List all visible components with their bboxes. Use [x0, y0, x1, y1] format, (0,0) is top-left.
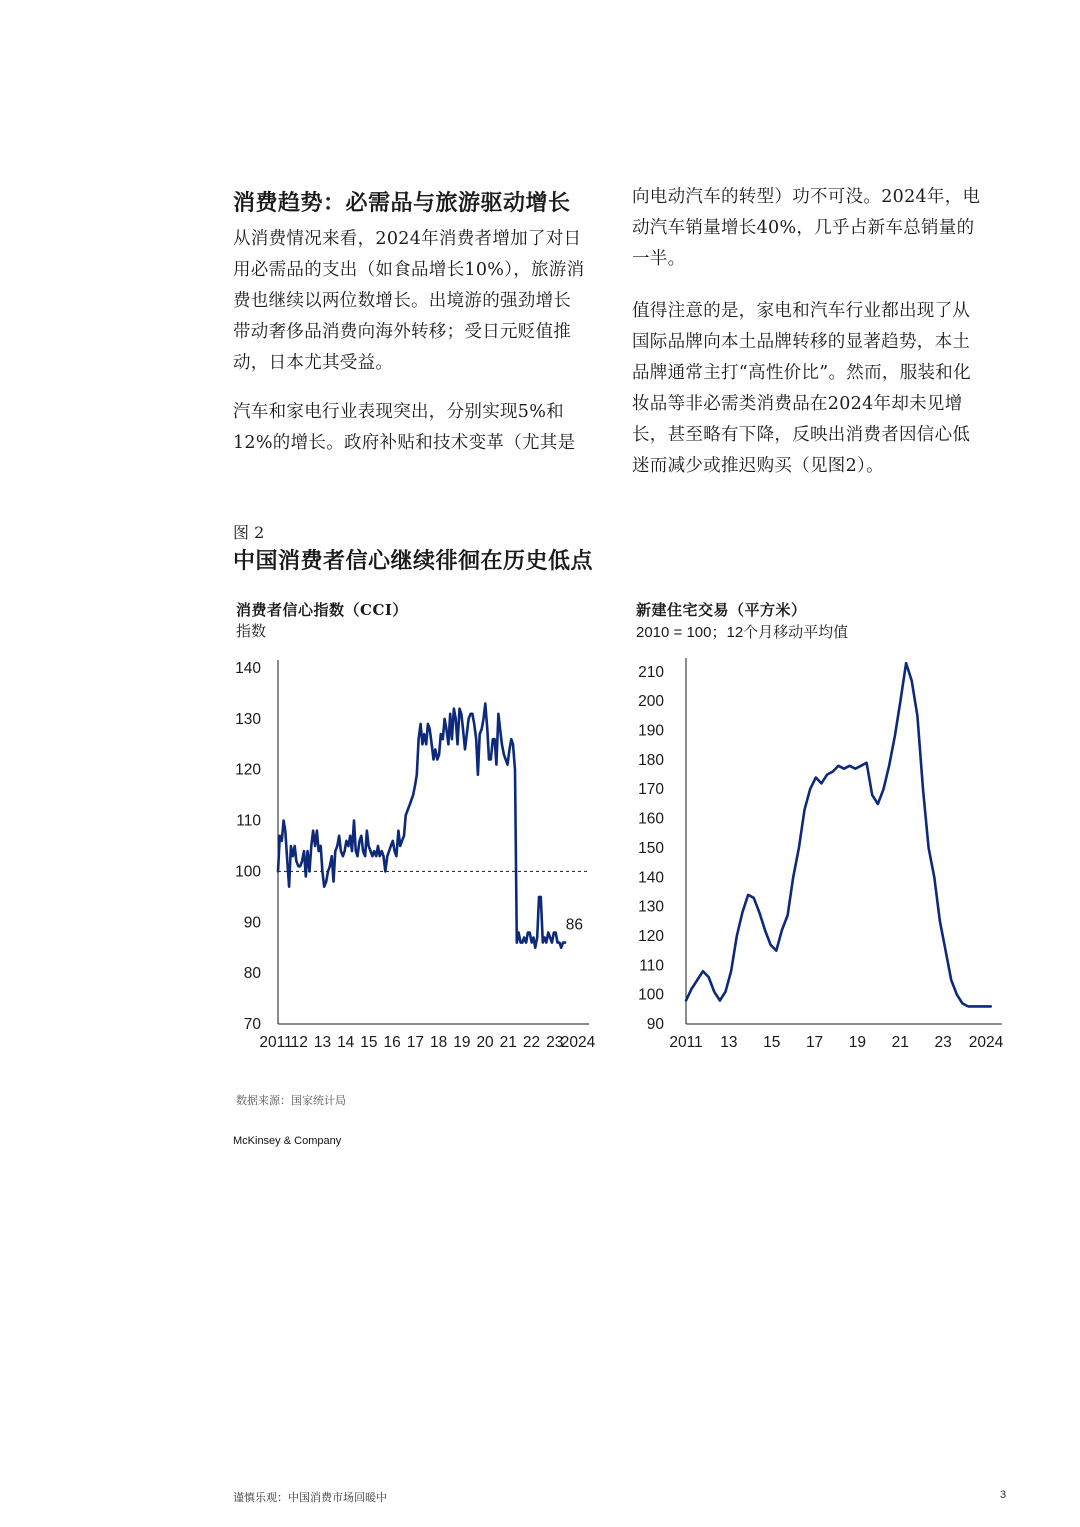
housing-y-tick-label: 130: [638, 898, 664, 916]
page-number: 3: [1000, 1489, 1007, 1501]
text-line: 动，日本尤其受益。: [233, 353, 394, 373]
housing-y-tick-label: 100: [638, 986, 664, 1004]
text-line: 汽车和家电行业表现突出，分别实现5%和: [233, 402, 564, 422]
housing-y-tick-label: 210: [638, 663, 664, 681]
footer-title: 谨慎乐观：中国消费市场回暖中: [233, 1491, 387, 1504]
housing-y-tick-label: 150: [638, 839, 664, 857]
chart-left-subtitle: 指数: [236, 622, 267, 640]
cci-y-tick-label: 130: [235, 710, 261, 728]
cci-x-tick-label: 19: [453, 1034, 471, 1051]
cci-x-tick-label: 13: [313, 1034, 332, 1051]
cci-x-tick-label: 22: [522, 1034, 541, 1051]
figure-title: 中国消费者信心继续徘徊在历史低点: [233, 548, 594, 574]
cci-x-tick-label: 18: [429, 1034, 448, 1051]
text-line: 长，甚至略有下降，反映出消费者因信心低: [632, 425, 971, 445]
housing-x-tick-label: 15: [763, 1034, 781, 1051]
housing-x-tick-label: 13: [720, 1034, 738, 1051]
cci-x-tick-label: 2011: [259, 1034, 293, 1051]
text-line: 品牌通常主打“高性价比”。然而，服装和化: [632, 363, 971, 383]
cci-x-tick-label: 14: [337, 1034, 355, 1051]
cci-x-tick-label: 20: [476, 1034, 494, 1051]
housing-x-tick-label: 23: [934, 1034, 952, 1051]
cci-x-tick-label: 2024: [560, 1034, 596, 1051]
text-line: 向电动汽车的转型）功不可没。2024年，电: [632, 187, 981, 207]
housing-y-tick-label: 160: [638, 810, 664, 828]
text-line: 动汽车销量增长40%，几乎占新车总销量的: [632, 218, 975, 238]
chart-left-title: 消费者信心指数（CCI）: [236, 601, 408, 619]
cci-y-tick-label: 70: [243, 1016, 261, 1033]
cci-x-tick-label: 17: [406, 1034, 425, 1051]
cci-y-tick-label: 90: [243, 914, 261, 932]
cci-end-value-label: 86: [565, 916, 583, 934]
housing-y-tick-label: 90: [646, 1016, 664, 1033]
cci-y-tick-label: 100: [235, 863, 261, 881]
housing-y-tick-label: 180: [638, 751, 664, 769]
cci-x-tick-label: 15: [360, 1034, 378, 1051]
cci-y-tick-label: 120: [235, 761, 261, 779]
housing-x-tick-label: 2011: [669, 1034, 703, 1051]
housing-x-tick-label: 21: [891, 1034, 909, 1051]
housing-y-tick-label: 110: [639, 957, 664, 975]
housing-y-tick-label: 170: [638, 781, 664, 799]
figure-label: 图 2: [233, 523, 265, 542]
housing-x-tick-label: 2024: [968, 1034, 1004, 1051]
chart-right-subtitle: 2010 = 100；12个月移动平均值: [636, 624, 849, 641]
text-line: 带动奢侈品消费向海外转移；受日元贬值推: [233, 322, 572, 342]
text-line: 迷而减少或推迟购买（见图2）。: [632, 456, 884, 476]
section-title: 消费趋势：必需品与旅游驱动增长: [233, 190, 571, 216]
cci-y-tick-label: 80: [243, 965, 261, 983]
cci-x-tick-label: 16: [383, 1034, 401, 1051]
brand-logo-text: McKinsey & Company: [233, 1135, 342, 1147]
text-line: 费也继续以两位数增长。出境游的强劲增长: [233, 291, 572, 311]
cci-x-tick-label: 12: [290, 1034, 308, 1051]
text-line: 12%的增长。政府补贴和技术变革（尤其是: [233, 433, 576, 453]
cci-x-tick-label: 21: [499, 1034, 517, 1051]
housing-x-tick-label: 19: [848, 1034, 867, 1051]
housing-x-tick-label: 17: [805, 1034, 824, 1051]
chart-right-title: 新建住宅交易（平方米）: [636, 601, 807, 619]
text-line: 值得注意的是，家电和汽车行业都出现了从: [632, 301, 971, 321]
cci-series-line: [278, 704, 565, 948]
housing-y-tick-label: 200: [638, 693, 664, 711]
housing-y-tick-label: 140: [638, 869, 664, 887]
cci-y-tick-label: 110: [236, 812, 261, 830]
housing-series-line: [686, 663, 991, 1006]
housing-y-tick-label: 120: [638, 927, 664, 945]
housing-y-tick-label: 190: [638, 722, 664, 740]
data-source-note: 数据来源：国家统计局: [236, 1094, 346, 1107]
text-line: 妆品等非必需类消费品在2024年却未见增: [632, 394, 963, 414]
cci-y-tick-label: 140: [235, 660, 261, 677]
text-line: 国际品牌向本土品牌转移的显著趋势，本土: [632, 332, 971, 352]
text-line: 一半。: [632, 249, 686, 269]
text-line: 从消费情况来看，2024年消费者增加了对日: [233, 229, 582, 249]
text-line: 用必需品的支出（如食品增长10%），旅游消: [233, 260, 585, 280]
cci-x-tick-label: 23: [546, 1034, 564, 1051]
